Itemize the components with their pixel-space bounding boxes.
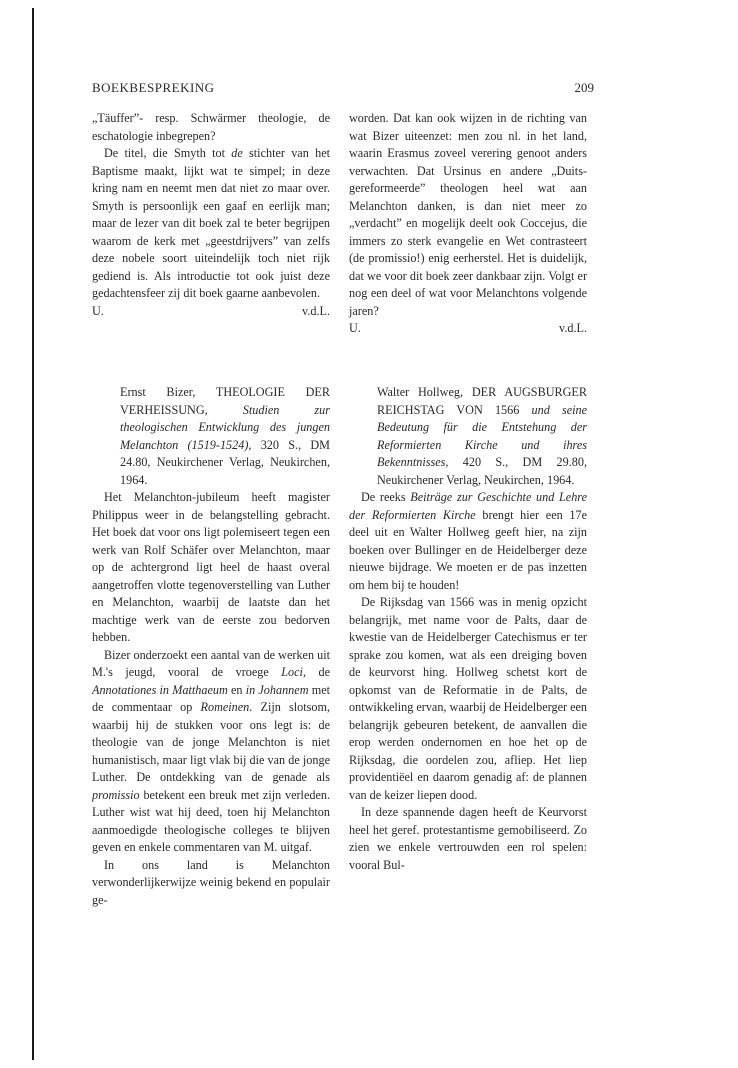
review2-column bbox=[92, 384, 330, 909]
review3-paragraph-2: De Rijksdag van 1566 was in menig opzicht belangrijk, met name voor de Palts, daar de kwestie van de Heidelberger Catechismus er ter sprake zou komen, wat als een dreiging boven de keurvorst hing. Hollweg schetst kort de opkomst van de Reformatie in de Palts, de ontwikkeling ervan, waarbij de Heidelberger een belangrijk gebeuren betekent, de aanvallen die erop werden ondernomen en hoe het op de Rijksdag, die oordelen zou, afliep. Het liep providentiëel en daarom genadig af: de plannen van de keizer liepen dood. bbox=[349, 595, 588, 802]
emphasis: und seine Bedeutung für die Entstehung der Reformierten Kirche und ihres Bekenntnisses, bbox=[377, 402, 587, 469]
emphasis: in Johannem bbox=[245, 682, 309, 697]
review2-paragraph-3: In ons land is Melanchton verwonderlijkerwijze weinig bekend en populair ge- bbox=[92, 857, 330, 907]
text-run: Bizer onderzoekt een aantal van de werken uit M.'s jeugd, vooral de vroege bbox=[92, 647, 330, 679]
text-run: brengt hier een 17e deel uit en Walter Hollweg geeft hier, na zijn boeken over Bullinger en de Heidelberger deze nieuwe bijdrage. We moeten er de pas inzetten om hem bij te houden! bbox=[349, 507, 587, 592]
text-run: , de bbox=[302, 665, 330, 679]
review3-column bbox=[349, 384, 587, 874]
running-head: BOEKBESPREKING bbox=[92, 80, 215, 95]
emphasis: promissio bbox=[92, 787, 140, 802]
text-run: Walter Hollweg, DER AUGSBURGER REICHSTAG VON 1566 bbox=[377, 385, 587, 417]
review1-paragraph-1: „Täuffer”- resp. Schwärmer theologie, de eschatologie inbegrepen? bbox=[92, 111, 330, 143]
text-run: 320 S., DM 24.80, Neukirchener Verlag, Neukirchen, 1964. bbox=[120, 437, 331, 487]
emphasis: Romeinen bbox=[200, 700, 250, 714]
text-run: en bbox=[227, 682, 246, 697]
review2-heading bbox=[92, 384, 330, 489]
review1-paragraph-2 bbox=[92, 145, 330, 303]
signature-initial: U. bbox=[349, 321, 361, 335]
emphasis: Loci bbox=[281, 665, 303, 679]
review1-right-paragraph: worden. Dat kan ook wijzen in de richting van wat Bizer uiteenzet: men zou nl. in het land, waarin Erasmus zoveel verering genoot anders verwachten. Dat Ursinus en andere „Duits-gereformeerde” theologen heel wat aan Melanchton danken, is dan niet meer zo „verdacht” en mogelijk deelt ook Coccejus, die immers zo sterk evangelie en Wet contrasteert (de promissio!) enig eerherstel. Het is duidelijk, dat we voor dit boek zeer dankbaar zijn. Volgt er nog een deel of wat voor Melanchtons volgende jaren? bbox=[349, 111, 587, 318]
signature-initial: U. bbox=[92, 303, 104, 318]
review2-paragraph-2 bbox=[92, 647, 330, 857]
text-run: De reeks bbox=[361, 490, 411, 504]
text-run: stichter van het Baptisme maakt, lijkt wat te simpel; in deze kring nam en neemt men dat niet zo maar over. Smyth is persoonlijk een gaaf en eerlijk man; maar de lezer van dit boek zal te beter begrijpen waarom de kerk met „geestdrijvers” van zelfs deze nobele soort uiteindelijk toch niet rijk gediend is. Als introductie tot ook juist deze gedachtensfeer zij dit boek gaarne aanbevolen. bbox=[92, 146, 330, 300]
emphasis: Annotationes in Matthaeum bbox=[92, 682, 228, 697]
signature-author: v.d.L. bbox=[302, 303, 330, 318]
review3-paragraph-1 bbox=[349, 489, 587, 594]
text-run: . Zijn slotsom, waarbij hij de stukken voor ons legt is: de theologie van de jonge Melanchton is niet humanistisch, maar ligt vlak bij die van de jonge Luther. De ontdekking van de genade als bbox=[92, 700, 330, 784]
signature-author: v.d.L. bbox=[559, 321, 587, 335]
text-run: met de commentaar op bbox=[92, 682, 330, 714]
emphasis: Studien zur theologischen Entwicklung des jungen Melanchton (1519-1524), bbox=[120, 402, 331, 452]
review1-right-column bbox=[349, 110, 587, 338]
review1-right-signature bbox=[349, 320, 587, 338]
emphasis: de bbox=[231, 146, 243, 160]
review3-heading bbox=[349, 384, 587, 489]
review1-left-signature bbox=[92, 303, 330, 321]
emphasis: Beiträge zur Geschichte und Lehre der Reformierten Kirche bbox=[349, 490, 587, 522]
text-run: betekent een breuk met zijn verleden. Luther wist wat hij deed, toen hij Melanchton aanmoedigde theologische colleges te blijven geven en enkele commentaren van M. uitgaf. bbox=[92, 787, 330, 854]
text-run: De titel, die Smyth tot bbox=[104, 146, 232, 160]
text-run: 420 S., DM 29.80, Neukirchener Verlag, Neukirchen, 1964. bbox=[377, 455, 587, 487]
review1-left-column bbox=[92, 110, 330, 320]
review2-paragraph-1: Het Melanchton-jubileum heeft magister Philippus weer in de belangstelling gebracht. Het boek dat voor ons ligt polemiseert tegen een werk van Rolf Schäfer over Melanchton, maar op de achtergrond ligt heel de haast overal aangetroffen vlotte tegenoverstelling van Luther en Melanchton, waarbij de laatste dan het machtige werk van de eerste zou bedorven hebben. bbox=[92, 490, 330, 644]
page-number: 209 bbox=[574, 80, 594, 95]
review3-paragraph-3: In deze spannende dagen heeft de Keurvorst heel het geref. protestantisme gemobiliseerd. Zo zien we enkele vertrouwden een rol spelen: vooral Bul- bbox=[349, 805, 587, 872]
text-run: Ernst Bizer, THEOLOGIE DER VERHEISSUNG, bbox=[120, 385, 330, 417]
